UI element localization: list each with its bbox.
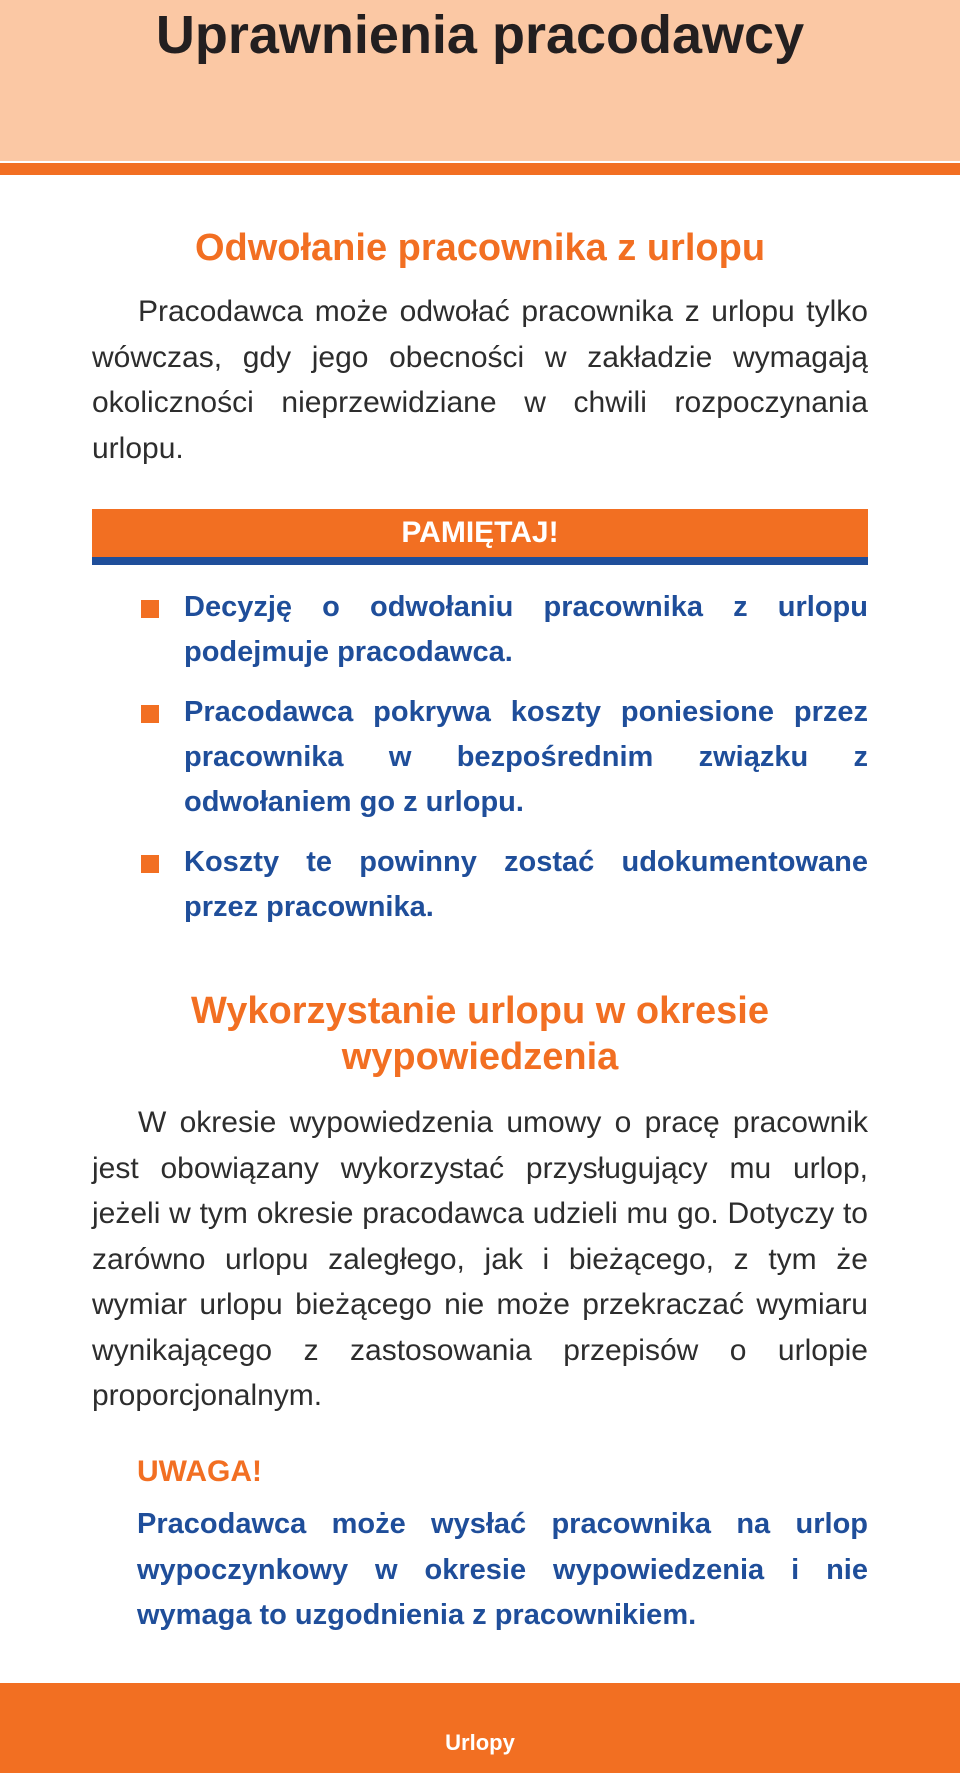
- square-bullet-icon: [141, 600, 159, 618]
- list-item-text: Pracodawca pokrywa koszty poniesione przez pracownika w bezpośrednim związku z odwołaniem go z urlopu.: [184, 696, 868, 818]
- page-footer: [0, 1683, 960, 1773]
- list-item: [140, 690, 868, 825]
- square-bullet-icon: [141, 855, 159, 873]
- page-title: Uprawnienia pracodawcy: [155, 5, 805, 65]
- note-text: Pracodawca może wysłać pracownika na urlop wypoczynkowy w okresie wypowiedzenia i nie wymaga to uzgodnienia z pracownikiem.: [137, 1508, 868, 1631]
- section-paragraph-recall: Pracodawca może odwołać pracownika z urlopu tylko wówczas, gdy jego obecności w zakładzie wymagają okoliczności nieprzewidziane w chwili rozpoczynania urlopu.: [92, 295, 868, 465]
- header-divider: [0, 163, 960, 175]
- list-item-text: Koszty te powinny zostać udokumentowane przez pracownika.: [184, 846, 868, 923]
- section-paragraph-notice: W okresie wypowiedzenia umowy o pracę pracownik jest obowiązany wykorzystać przysługujący mu urlop, jeżeli w tym okresie pracodawca udzieli mu go. Dotyczy to zarówno urlopu zaległego, jak i bieżącego, z tym że wymiar urlopu bieżącego nie może przekraczać wymiaru wynikającego z zastosowania przepisów o urlopie proporcjonalnym.: [92, 1106, 868, 1412]
- list-item-text: Decyzję o odwołaniu pracownika z urlopu podejmuje pracodawca.: [184, 591, 868, 668]
- list-item: [140, 840, 868, 930]
- square-bullet-icon: [141, 705, 159, 723]
- remember-banner: PAMIĘTAJ!: [92, 509, 868, 565]
- page-header: [0, 0, 960, 161]
- remember-list: [140, 585, 868, 945]
- note-label: UWAGA!: [137, 1455, 262, 1488]
- section-heading-notice-line2: wypowiedzenia: [341, 1036, 619, 1078]
- section-heading-recall: Odwołanie pracownika z urlopu: [194, 227, 766, 269]
- list-item: [140, 585, 868, 675]
- footer-label: Urlopy: [445, 1730, 515, 1755]
- section-heading-notice-line1: Wykorzystanie urlopu w okresie: [191, 990, 769, 1032]
